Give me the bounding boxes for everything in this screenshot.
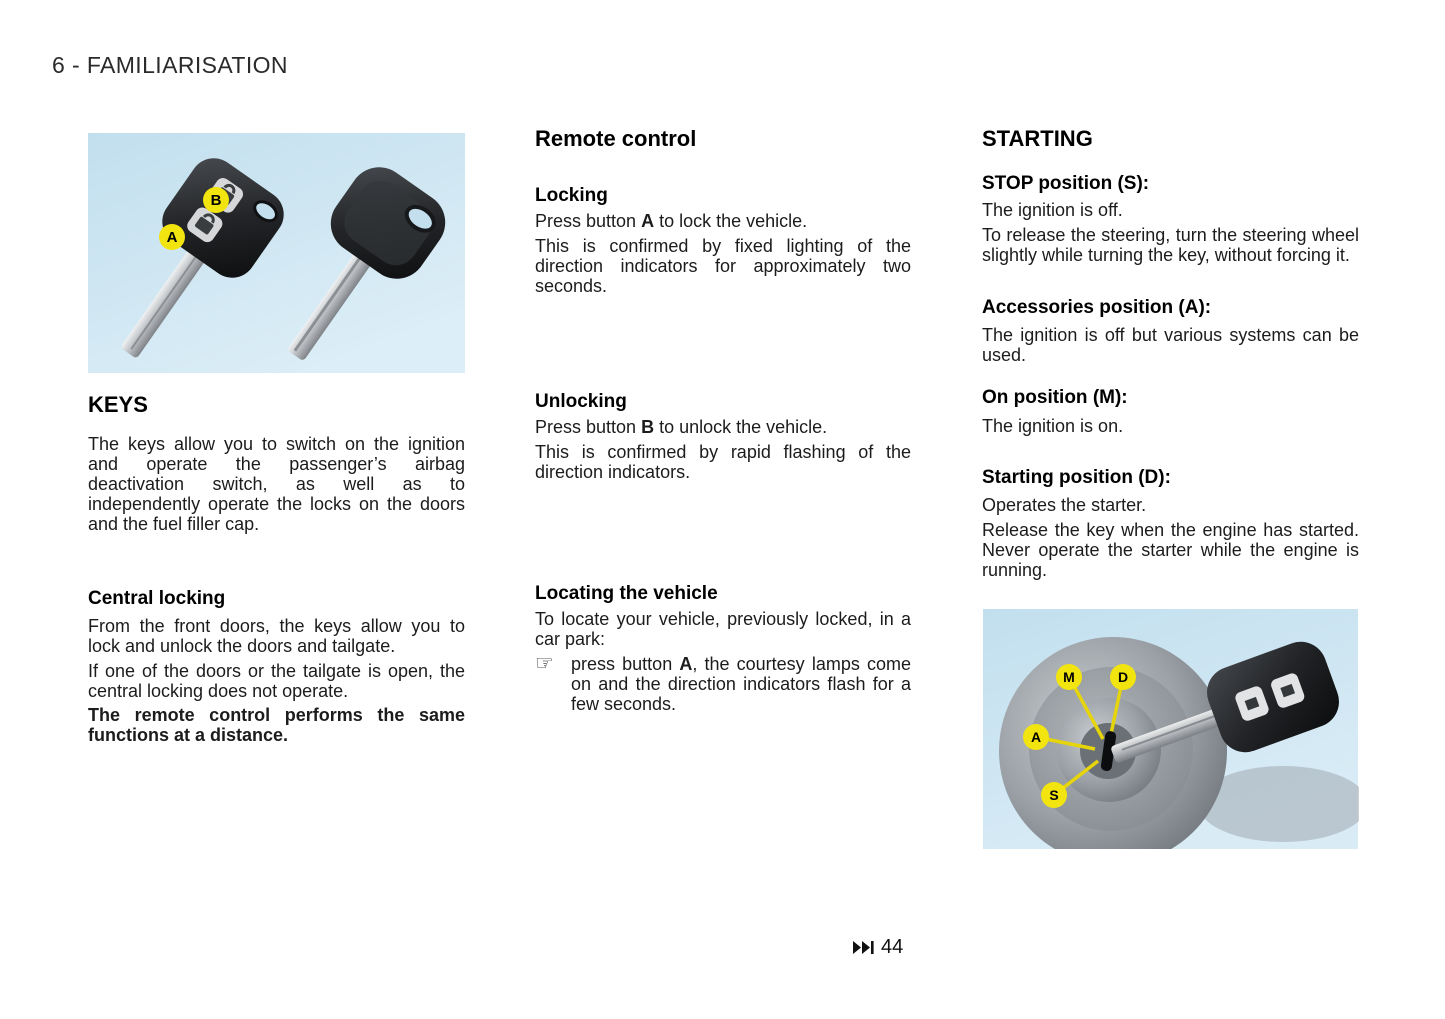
label-a-position: A: [1030, 729, 1042, 745]
on-position-paragraph: The ignition is on.: [982, 416, 1124, 436]
locating-bullet-text: [571, 654, 911, 714]
stop-position-paragraph-1: The ignition is off.: [982, 200, 1123, 220]
label-d: D: [1117, 669, 1129, 685]
ignition-photo: [982, 609, 1359, 849]
keys-photo: [88, 133, 465, 373]
keys-intro-paragraph: The keys allow you to switch on the ignition and operate the passenger’s airbag deactivation switch, as well as to independently operate the locks on the doors and the fuel filler cap.: [88, 434, 465, 534]
unlocking-confirmation: This is confirmed by rapid flashing of the direction indicators.: [535, 442, 911, 482]
label-m: M: [1063, 669, 1075, 685]
locating-heading: Locating the vehicle: [535, 583, 718, 604]
remote-control-title: Remote control: [535, 126, 697, 151]
accessories-position-heading: Accessories position (A):: [982, 297, 1212, 318]
central-locking-heading: Central locking: [88, 588, 226, 609]
locking-instruction-pre: Press button: [535, 211, 642, 231]
unlocking-instruction-pre: Press button: [535, 417, 642, 437]
keys-heading: KEYS: [88, 392, 148, 417]
accessories-position-paragraph: The ignition is off but various systems can be used.: [982, 325, 1359, 365]
unlocking-instruction: [535, 417, 911, 437]
starting-position-heading: Starting position (D):: [982, 467, 1171, 488]
central-locking-note: The remote control performs the same functions at a distance.: [88, 705, 465, 745]
column-starting: [982, 126, 1359, 849]
central-locking-paragraph-1: From the front doors, the keys allow you to lock and unlock the doors and tailgate.: [88, 616, 465, 656]
starting-title: STARTING: [982, 126, 1093, 151]
locking-instruction: [535, 211, 911, 231]
locating-bullet-post: , the courtesy lamps come on and the direction indicators flash for a few seconds.: [571, 654, 911, 714]
locking-instruction-post: to lock the vehicle.: [654, 211, 808, 231]
locking-heading: Locking: [535, 185, 608, 206]
label-a: A: [166, 229, 178, 246]
column-keys: [88, 133, 465, 745]
central-locking-paragraph-2: If one of the doors or the tailgate is open, the central locking does not operate.: [88, 661, 465, 701]
page-title: 6 - FAMILIARISATION: [52, 52, 288, 78]
stop-position-heading: STOP position (S):: [982, 173, 1150, 194]
pointing-hand-icon: ☞: [535, 652, 554, 675]
page-number: 44: [881, 936, 904, 958]
locating-bullet-pre: press button: [571, 654, 680, 674]
button-a-ref: A: [641, 211, 655, 231]
page-footer: [852, 936, 903, 959]
locating-intro: To locate your vehicle, previously locked, in a car park:: [535, 609, 911, 649]
column-remote-control: [535, 126, 911, 714]
unlocking-heading: Unlocking: [535, 391, 627, 412]
keys-illustration: [88, 133, 465, 373]
ignition-illustration: [982, 609, 1359, 849]
on-position-heading: On position (M):: [982, 387, 1128, 408]
stop-position-paragraph-2: To release the steering, turn the steering wheel slightly while turning the key, without forcing it.: [982, 225, 1359, 265]
label-b: B: [210, 192, 222, 209]
locating-list-item: [535, 654, 911, 714]
starting-position-paragraph-1: Operates the starter.: [982, 495, 1147, 515]
locking-confirmation: This is confirmed by fixed lighting of the direction indicators for approximately two seconds.: [535, 236, 911, 296]
unlocking-instruction-post: to unlock the vehicle.: [654, 417, 828, 437]
label-s: S: [1049, 787, 1059, 803]
next-page-icon: [852, 940, 874, 955]
starting-position-paragraph-2: Release the key when the engine has started. Never operate the starter while the engine is running.: [982, 520, 1359, 580]
button-a-ref: A: [679, 654, 693, 674]
button-b-ref: B: [641, 417, 655, 437]
